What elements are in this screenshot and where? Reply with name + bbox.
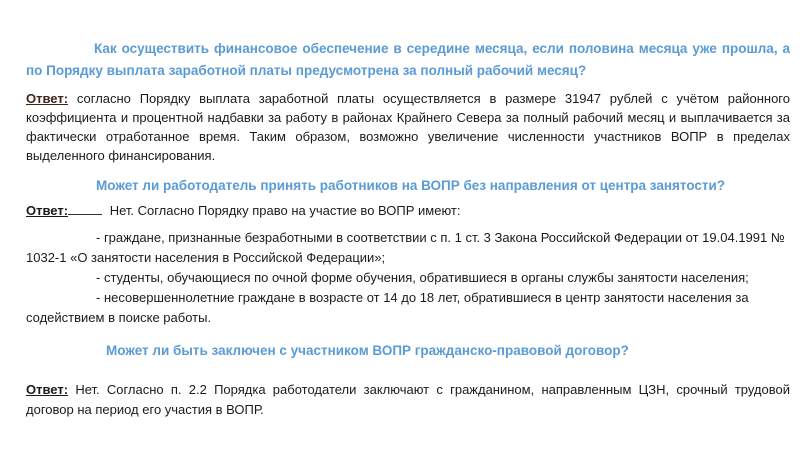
answer-2-blank-underline <box>68 202 102 215</box>
question-2: Может ли работодатель принять работников на ВОПР без направления от центра занятости? <box>96 178 726 193</box>
answer-2-intro: Нет. Согласно Порядку право на участие во ВОПР имеют: <box>109 203 461 218</box>
answer-2-bullet-1: - граждане, признанные безработными в соответствии с п. 1 ст. 3 Закона Российской Федерации от 19.04.1991 № 1032-1 «О занятости населения в Российской Федерации»; <box>26 230 785 265</box>
answer-1 <box>26 89 790 165</box>
answer-2-bullet-2: - студенты, обучающиеся по очной форме обучения, обратившиеся в органы службы занятости населения; <box>96 270 749 285</box>
answer-3-label: Ответ: <box>26 382 69 397</box>
answer-1-label: Ответ: <box>26 91 69 106</box>
answer-3-text: Нет. Согласно п. 2.2 Порядка работодатели заключают с гражданином, направленным ЦЗН, срочный трудовой договор на период его участия в ВОПР. <box>26 382 790 417</box>
question-1: Как осуществить финансовое обеспечение в середине месяца, если половина месяца уже прошла, а по Порядку выплата заработной платы предусмотрена за полный рабочий месяц? <box>26 41 790 78</box>
question-3: Может ли быть заключен с участником ВОПР гражданско-правовой договор? <box>106 343 629 358</box>
answer-2-bullet-3: - несовершеннолетние граждане в возрасте от 14 до 18 лет, обратившиеся в центр занятости населения за содействием в поиске работы. <box>26 290 749 325</box>
answer-2-label: Ответ: <box>26 203 69 218</box>
answer-1-text: согласно Порядку выплата заработной платы осуществляется в размере 31947 рублей с учётом районного коэффициента и процентной надбавки за работу в районах Крайнего Севера за полный рабочий месяц и выплачивается за фактически отработанное время. Таким образом, возможно увеличение численности участников ВОПР в пределах выделенного финансирования. <box>26 91 790 163</box>
answer-3 <box>26 380 790 420</box>
answer-2-intro-line <box>26 201 790 221</box>
